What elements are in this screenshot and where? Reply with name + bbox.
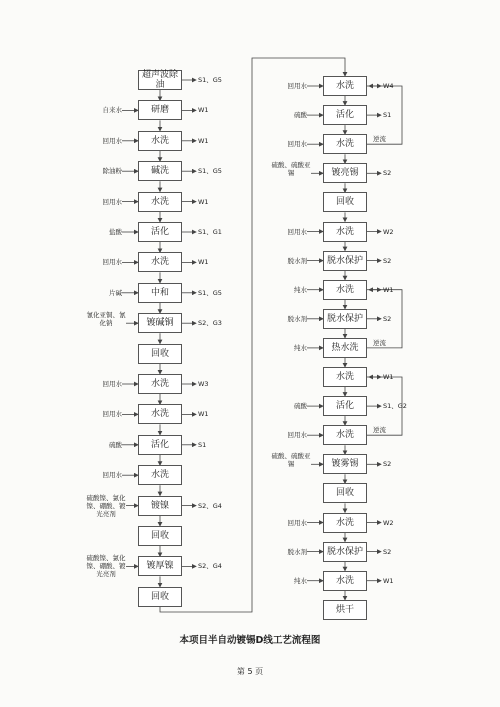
input-label: 回用水: [102, 197, 122, 206]
process-box-left-13: 水洗: [138, 465, 182, 485]
process-box-right-10: 水洗: [323, 367, 367, 387]
process-box-right-9: 热水洗: [323, 338, 367, 358]
output-label: W1: [198, 197, 209, 206]
input-label: 回用水: [102, 471, 122, 480]
output-label: W4: [383, 82, 394, 90]
output-label: W2: [383, 518, 394, 527]
output-label: S2: [383, 547, 392, 556]
process-box-right-0: 水洗: [323, 76, 367, 96]
countercurrent-label: 逆流: [373, 426, 386, 435]
diagram-caption: 本项目半自动镀锡D线工艺流程图: [179, 635, 321, 646]
input-label: 回用水: [287, 82, 307, 90]
process-box-left-2: 水洗: [138, 131, 182, 151]
process-box-right-13: 镀雾锡: [323, 454, 367, 474]
input-label: 硫酸: [294, 402, 307, 411]
process-box-left-0: 超声波除油: [138, 70, 182, 90]
input-label: 纯水: [294, 576, 307, 585]
output-label: W1: [383, 373, 394, 381]
input-label: 盐酸: [109, 228, 122, 236]
input-label: 回用水: [102, 410, 122, 419]
output-label: S2、G4: [198, 562, 222, 571]
process-box-left-14: 镀镍: [138, 496, 182, 516]
process-box-right-8: 脱水保护: [323, 309, 367, 329]
process-box-right-14: 回收: [323, 483, 367, 503]
output-label: S1、G2: [383, 402, 407, 411]
input-label: 回用水: [287, 227, 307, 236]
output-label: W1: [198, 258, 209, 267]
process-box-left-11: 水洗: [138, 404, 182, 424]
output-label: S1: [198, 440, 207, 449]
output-label: S2: [383, 256, 392, 265]
input-label: 硫酸镍、氯化镍、硼酸、镀光亮剂: [86, 554, 126, 579]
output-label: W1: [383, 576, 394, 585]
input-label: 纯水: [294, 343, 307, 352]
input-label: 除油粉: [102, 167, 122, 176]
output-label: S1、G5: [198, 76, 222, 84]
output-label: W3: [198, 380, 209, 388]
process-box-right-5: 水洗: [323, 222, 367, 242]
input-label: 回用水: [102, 258, 122, 267]
output-label: W1: [198, 136, 209, 145]
process-box-right-15: 水洗: [323, 513, 367, 533]
process-box-left-6: 水洗: [138, 252, 182, 272]
output-label: S1、G1: [198, 228, 222, 236]
process-box-left-5: 活化: [138, 222, 182, 242]
input-label: 脱水剂: [287, 314, 307, 323]
process-box-left-9: 回收: [138, 344, 182, 364]
process-box-left-4: 水洗: [138, 192, 182, 212]
process-box-right-17: 水洗: [323, 571, 367, 591]
input-label: 硫酸、硫酸亚锡: [271, 161, 311, 178]
input-label: 氰化亚铜、氰化钠: [86, 311, 126, 328]
process-box-left-16: 镀厚镍: [138, 556, 182, 576]
process-box-right-11: 活化: [323, 396, 367, 416]
input-label: 片碱: [109, 288, 122, 297]
output-label: W1: [198, 106, 209, 115]
page-number: 第 5 页: [236, 667, 264, 676]
input-label: 硫酸、硫酸亚锡: [271, 452, 311, 469]
countercurrent-label: 逆流: [373, 135, 386, 144]
input-label: 回用水: [287, 431, 307, 440]
input-label: 自来水: [102, 106, 122, 115]
process-box-right-18: 烘干: [323, 600, 367, 620]
process-box-left-8: 镀碱铜: [138, 313, 182, 333]
process-box-right-16: 脱水保护: [323, 542, 367, 562]
process-box-left-15: 回收: [138, 526, 182, 546]
process-box-right-6: 脱水保护: [323, 251, 367, 271]
output-label: S2、G3: [198, 319, 222, 328]
output-label: W1: [198, 410, 209, 419]
process-box-right-12: 水洗: [323, 425, 367, 445]
output-label: S1、G5: [198, 288, 222, 297]
process-box-right-2: 水洗: [323, 134, 367, 154]
input-label: 硫酸: [294, 111, 307, 120]
output-label: S1、G5: [198, 167, 222, 176]
process-box-right-3: 镀亮锡: [323, 163, 367, 183]
output-label: W1: [383, 285, 394, 294]
process-box-left-12: 活化: [138, 435, 182, 455]
process-box-right-7: 水洗: [323, 280, 367, 300]
input-label: 回用水: [102, 380, 122, 388]
process-box-right-4: 回收: [323, 192, 367, 212]
process-box-left-17: 回收: [138, 587, 182, 607]
output-label: S2: [383, 169, 392, 178]
process-box-right-1: 活化: [323, 105, 367, 125]
input-label: 回用水: [102, 136, 122, 145]
input-label: 硫酸: [109, 440, 122, 449]
process-box-left-3: 碱洗: [138, 161, 182, 181]
countercurrent-label: 逆流: [373, 338, 386, 347]
process-box-left-10: 水洗: [138, 374, 182, 394]
input-label: 回用水: [287, 140, 307, 149]
output-label: S1: [383, 111, 392, 120]
output-label: S2、G4: [198, 501, 222, 510]
output-label: S2: [383, 314, 392, 323]
input-label: 脱水剂: [287, 256, 307, 265]
output-label: S2: [383, 460, 392, 469]
process-box-left-7: 中和: [138, 283, 182, 303]
output-label: W2: [383, 227, 394, 236]
process-box-left-1: 研磨: [138, 100, 182, 120]
input-label: 纯水: [294, 285, 307, 294]
input-label: 硫酸镍、氯化镍、硼酸、镀光亮剂: [86, 493, 126, 518]
input-label: 脱水剂: [287, 547, 307, 556]
input-label: 回用水: [287, 518, 307, 527]
